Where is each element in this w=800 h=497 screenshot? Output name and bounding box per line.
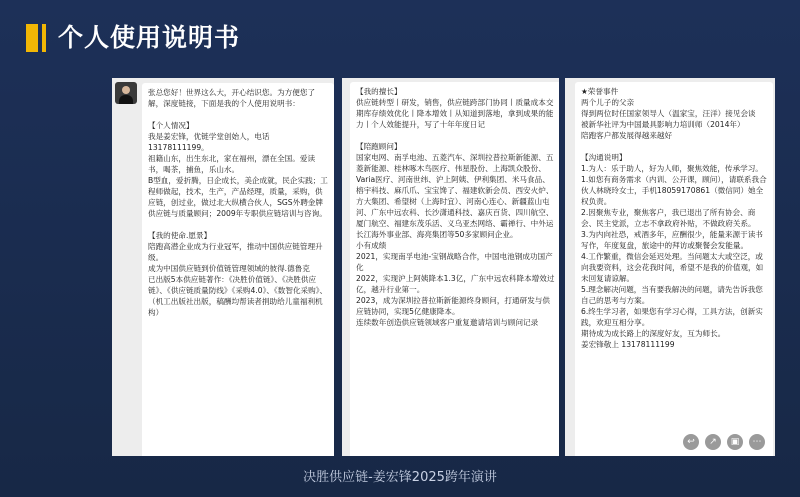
forward-icon[interactable]: ↗ [705,434,721,450]
message-bubble-personal-info: 张总您好！世界这么大，开心结识您。为方便您了解，深度链接，下面是我的个人使用说明书： 【个人情况】 我是姜宏锋，优链学堂创始人，电话13178111199。 祖籍山东，出生东北，家在福州，漂在全国。爱读书，喝茶，捕鱼，乐山水。 B型血，爱折腾，日企成长，美企成就，民企实践；工程师做起，技术，生产，产品经理，质量，采购，供应链，创过业，做过北大纵横合伙人，SGS外聘金牌供应链与质量顾问；2009年专职供应链培训与咨询。 【我的使命.愿景】 陪跑高潜企业成为行业冠军，推动中国供应链管理升级。 成为中国供应链到价值链管理领域的彼得.德鲁克 已出版5本供应链著作：《决胜价值链》、《决胜供应链》、《供应链质量防线》《采购4.0》、《数智化采购》、（机工出版社出版，稿酬均帮读者捐助给儿童福利机构） [142,83,334,456]
footer-caption: 决胜供应链-姜宏锋2025跨年演讲 [303,470,497,485]
avatar [115,82,137,104]
more-icon[interactable]: ⋯ [749,434,765,450]
reply-icon[interactable]: ↩ [683,434,699,450]
chat-screenshot-personal-info [112,78,334,456]
title-accent-bar [26,24,38,52]
chat-screenshot-honors [565,78,775,456]
message-bubble-expertise: 【我的擅长】 供应链转型丨研发，销售，供应链跨部门协同丨质量成本交期库存绩效优化丨降本增效丨从知道到落地，拿到成果的能力丨个人效能提升，写了十年年度日记 【陪跑顾问】 国家电网、南孚电池、五菱汽车、深圳拉普拉斯新能源、五菱新能源、桂林啄木鸟医疗、伟星股份、上海凯众股份、Varia医疗、河南世纬、沪上阿姨、伊利集团、米马食品、榕宇科技、麻爪爪、宝宝馋了、福建软新会员、西安火炉、方大集团、希望树（上海时宜）、河南心连心、新疆蓝山屯河、广东中远农科、长沙潇通科技、嘉庆百货、四川航空、厦门航空、福建东茂乐活、义乌亚杰网络、霸禅行、中外运长江海外事业部、海亮集团等50多家顾问企业。 小有成绩 2021，实现南孚电池-宝钢战略合作，中国电池钢成功国产化 2022，实现沪上阿姨降本1.3亿，广东中远农科降本增效过亿，越升行业第一。 2023，成为深圳拉普拉斯新能源终身顾问，打通研发与供应链协同，实现5亿健康降本。 连续数年创造供应链领域客户重复邀请培训与顾问记录 [350,82,559,456]
chat-screenshot-expertise [342,78,559,456]
page-title: 个人使用说明书 [58,23,241,52]
message-bubble-honors: ★荣誉事件 两个儿子的父亲 得到两位时任国家领导人（温家宝，汪洋）接见会谈 被新华社评为中国最具影响力培训师（2014年） 陪跑客户都发展得越来越好 【沟通说明】 1.为人：乐于助人，好为人师，聚焦效能，传承学习。 1.如您有商务需求（内训、公开课，顾问），请联系我合伙人林晓玲女士，手机18059170861（微信同）她全权负责。 2.因聚焦专业，聚焦客户，我已退出了所有协会、商会、民主党派，立志不拿政府补贴，不做政府关系。 3.为内向社恐，戒酒多年，应酬很少，能量来源于读书写作，年度复盘，旅途中的拜访或聚餐会发能量。 4.工作繁重，微信会延迟处理。当问题太大或空泛，或向我要资料，这会花我时间，希望不是我的价值观，如未回复请谅解。 5.理念解决问题，当有要我解决的问题，请先告诉我您自己的思考与方案。 6.终生学习者，如果您有学习心得，工具方法，创新实践，欢迎互相分享。 期待成为成长路上的深度好友，互为师长。 姜宏锋敬上 13178111199 [575,82,773,456]
collect-icon[interactable]: ▣ [727,434,743,450]
title-accent-bar-thin [42,24,46,52]
